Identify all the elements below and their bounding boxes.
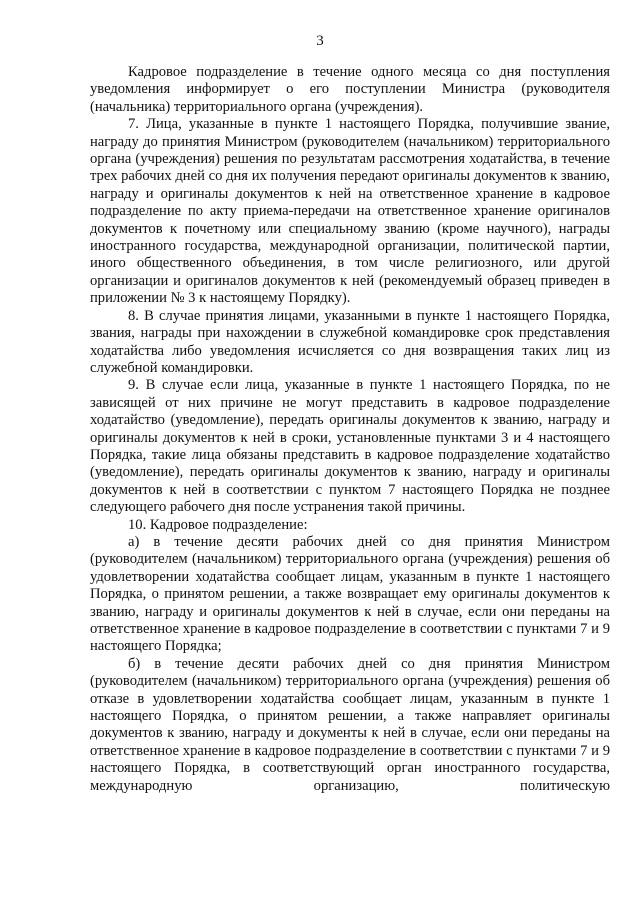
paragraph-item-10: 10. Кадровое подразделение: [128, 516, 308, 533]
paragraph-item-8: 8. В случае принятия лицами, указанными в пункте 1 настоящего Порядка, звания, награды при нахождении в служебной командировке срок представления ходатайства либо уведомления исчисляется со дня возвращения таких лиц из служебной командировки. [90, 307, 610, 376]
paragraph-item-9: 9. В случае если лица, указанные в пункте 1 настоящего Порядка, по не зависящей от них причине не могут представить в кадровое подразделение ходатайство (уведомление), передать оригиналы документов к званию, награду и оригиналы документов к ней в сроки, установленные пунктами 3 и 4 настоящего Порядка, такие лица обязаны представить в кадровое подразделение ходатайство (уведомление), передать оригиналы документов к званию, награду и оригиналы документов к ней в соответствии с пунктом 7 настоящего Порядка не позднее следующего рабочего дня после устранения такой причины. [90, 377, 610, 516]
document-body [90, 64, 610, 795]
paragraph-item-7: 7. Лица, указанные в пункте 1 настоящего Порядка, получившие звание, награду до принятия Министром (руководителем (начальником) территориального органа (учреждения) решения по результатам рассмотрения ходатайства, в течение трех рабочих дней со дня их получения передают оригиналы документов к званию, награду и оригиналы документов к ней на ответственное хранение в кадровое подразделение по акту приема-передачи на ответственное хранение оригиналов документов к почетному или специальному званию (кроме научного), награды иностранного государства, международной организации, политической партии, иного общественного объединения, в том числе религиозного, или другой организации и оригиналов документов к ней (рекомендуемый образец приведен в приложении № 3 к настоящему Порядку). [90, 116, 610, 307]
page-number: 3 [316, 33, 324, 49]
paragraph-item-10a: а) в течение десяти рабочих дней со дня принятия Министром (руководителем (начальником) территориального органа (учреждения) решения об удовлетворении ходатайства сообщает лицам, указанным в пункте 1 настоящего Порядка, о принятом решении, а также возвращает ему оригиналы документов к званию, награду и оригиналы документов к ней в случае, если они переданы на ответственное хранение в кадровое подразделение в соответствии с пунктами 7 и 9 настоящего Порядка; [90, 533, 610, 655]
paragraph-item-10b: б) в течение десяти рабочих дней со дня принятия Министром (руководителем (начальником) территориального органа (учреждения) решения об отказе в удовлетворении ходатайства сообщает лицам, указанным в пункте 1 настоящего Порядка, о принятом решении, а также направляет оригиналы документов к званию, награду и документы к ней в случае, если они переданы на ответственное хранение в кадровое подразделение в соответствии с пунктами 7 и 9 настоящего Порядка, в соответствующий орган иностранного государства, международную организацию, политическую [90, 655, 610, 794]
paragraph-notification-info: Кадровое подразделение в течение одного месяца со дня поступления уведомления информирует о его поступлении Министра (руководителя (начальника) территориального органа (учреждения). [90, 64, 610, 115]
